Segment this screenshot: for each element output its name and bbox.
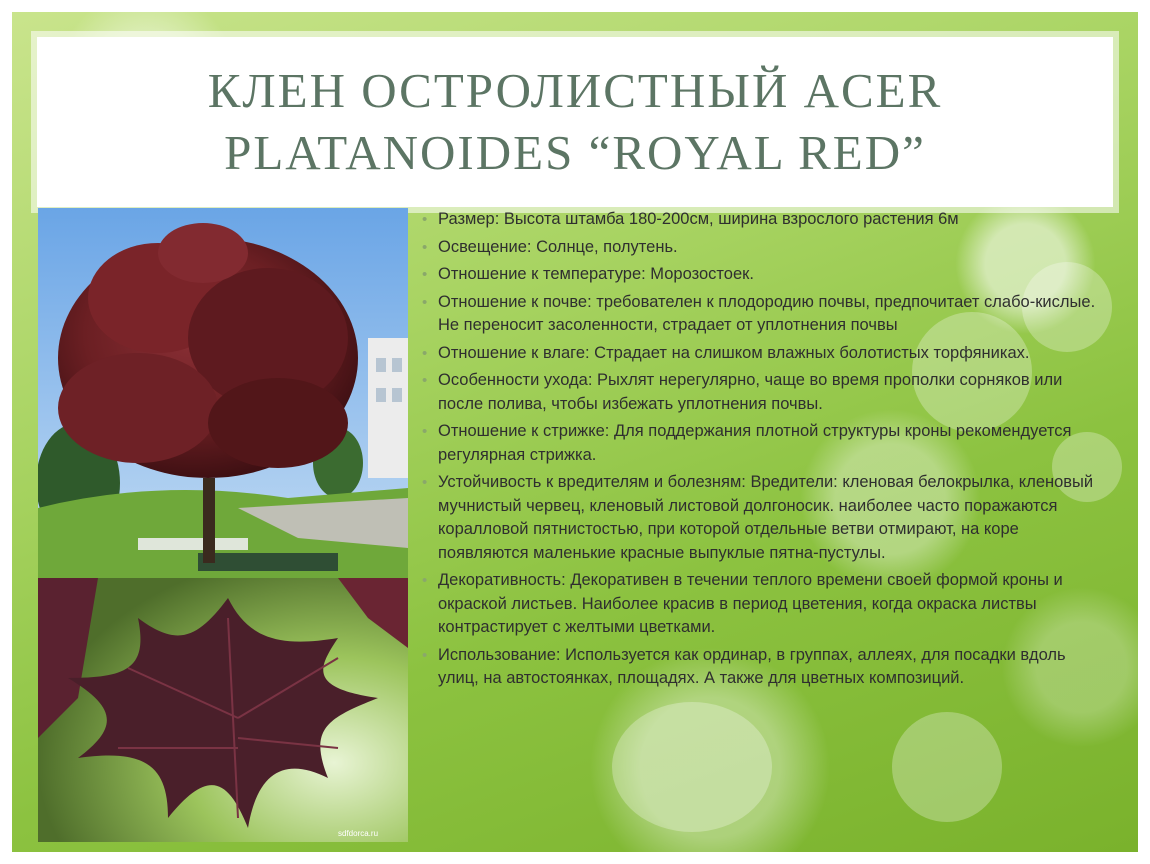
- list-item: [420, 236, 1110, 260]
- watermark: sdfdorca.ru: [338, 829, 379, 838]
- list-item: [420, 369, 1110, 416]
- list-item-text: Размер: Высота штамба 180-200см, ширина взрослого растения 6м: [438, 210, 959, 228]
- list-item-text: Использование: Используется как ординар, в группах, аллеях, для посадки вдоль улиц, на автостоянках, площадях. А также для цветных композиций.: [438, 645, 1066, 687]
- leaf-photo-svg: [38, 578, 408, 842]
- bullet-icon: •: [422, 266, 428, 283]
- bullet-icon: •: [422, 211, 428, 228]
- content-list: [420, 208, 1110, 695]
- bullet-icon: •: [422, 238, 428, 256]
- list-item-text: Отношение к почве: требователен к плодородию почвы, предпочитает слабо-кислые. Не переносит засоленности, страдает от уплотнения почвы: [438, 292, 1096, 334]
- tree-photo-svg: [38, 208, 408, 578]
- bullet-icon: •: [422, 423, 428, 440]
- list-item: [420, 291, 1110, 338]
- list-item-text: Отношение к стрижке: Для поддержания плотной структуры кроны рекомендуется регулярная стрижка.: [438, 422, 1072, 464]
- list-item: [420, 263, 1110, 287]
- list-item: [420, 342, 1110, 366]
- title-line-1: КЛЕН ОСТРОЛИСТНЫЙ ACER: [207, 63, 943, 118]
- bullet-icon: •: [422, 344, 428, 362]
- list-item-text: Декоративность: Декоративен в течении теплого времени своей формой кроны и окраской листьев. Наиболее красив в период цветения, когда окраска листвы контрастирует с желтыми цветками.: [438, 571, 1063, 636]
- list-item-text: Отношение к влаге: Страдает на слишком влажных болотистых торфяниках.: [438, 343, 1030, 362]
- bullet-list: [420, 208, 1110, 691]
- list-item-text: Особенности ухода: Рыхлят нерегулярно, чаще во время прополки сорняков или после полива, чтобы избежать уплотнения почвы.: [438, 371, 1063, 413]
- bullet-icon: •: [422, 474, 428, 491]
- list-item-text: Устойчивость к вредителям и болезням: Вредители: кленовая белокрылка, кленовый мучнистый червец, кленовый листовой долгоносик. наиболее часто поражаются коралловой пятнистостью, при которой отдельные ветви отмирают, на коре появляются маленькие красные выпуклые пятна-пустулы.: [438, 473, 1094, 562]
- list-item-text: Освещение: Солнце, полутень.: [438, 237, 678, 256]
- list-item: [420, 208, 1110, 232]
- list-item: [420, 569, 1110, 640]
- title-line-2: PLATANOIDES “ROYAL RED”: [224, 125, 926, 180]
- bullet-icon: •: [422, 293, 428, 311]
- list-item: [420, 644, 1110, 691]
- bokeh-light: [892, 712, 1002, 822]
- tree-photo: [38, 208, 408, 578]
- list-item: [420, 420, 1110, 467]
- slide-title: [208, 60, 943, 184]
- bullet-icon: •: [422, 646, 428, 664]
- bullet-icon: •: [422, 372, 428, 389]
- title-box: [37, 37, 1113, 207]
- slide: [12, 12, 1138, 852]
- leaf-photo: [38, 578, 408, 842]
- list-item-text: Отношение к температуре: Морозостоек.: [438, 265, 754, 283]
- bullet-icon: •: [422, 572, 428, 589]
- list-item: [420, 471, 1110, 565]
- bokeh-light: [612, 702, 772, 832]
